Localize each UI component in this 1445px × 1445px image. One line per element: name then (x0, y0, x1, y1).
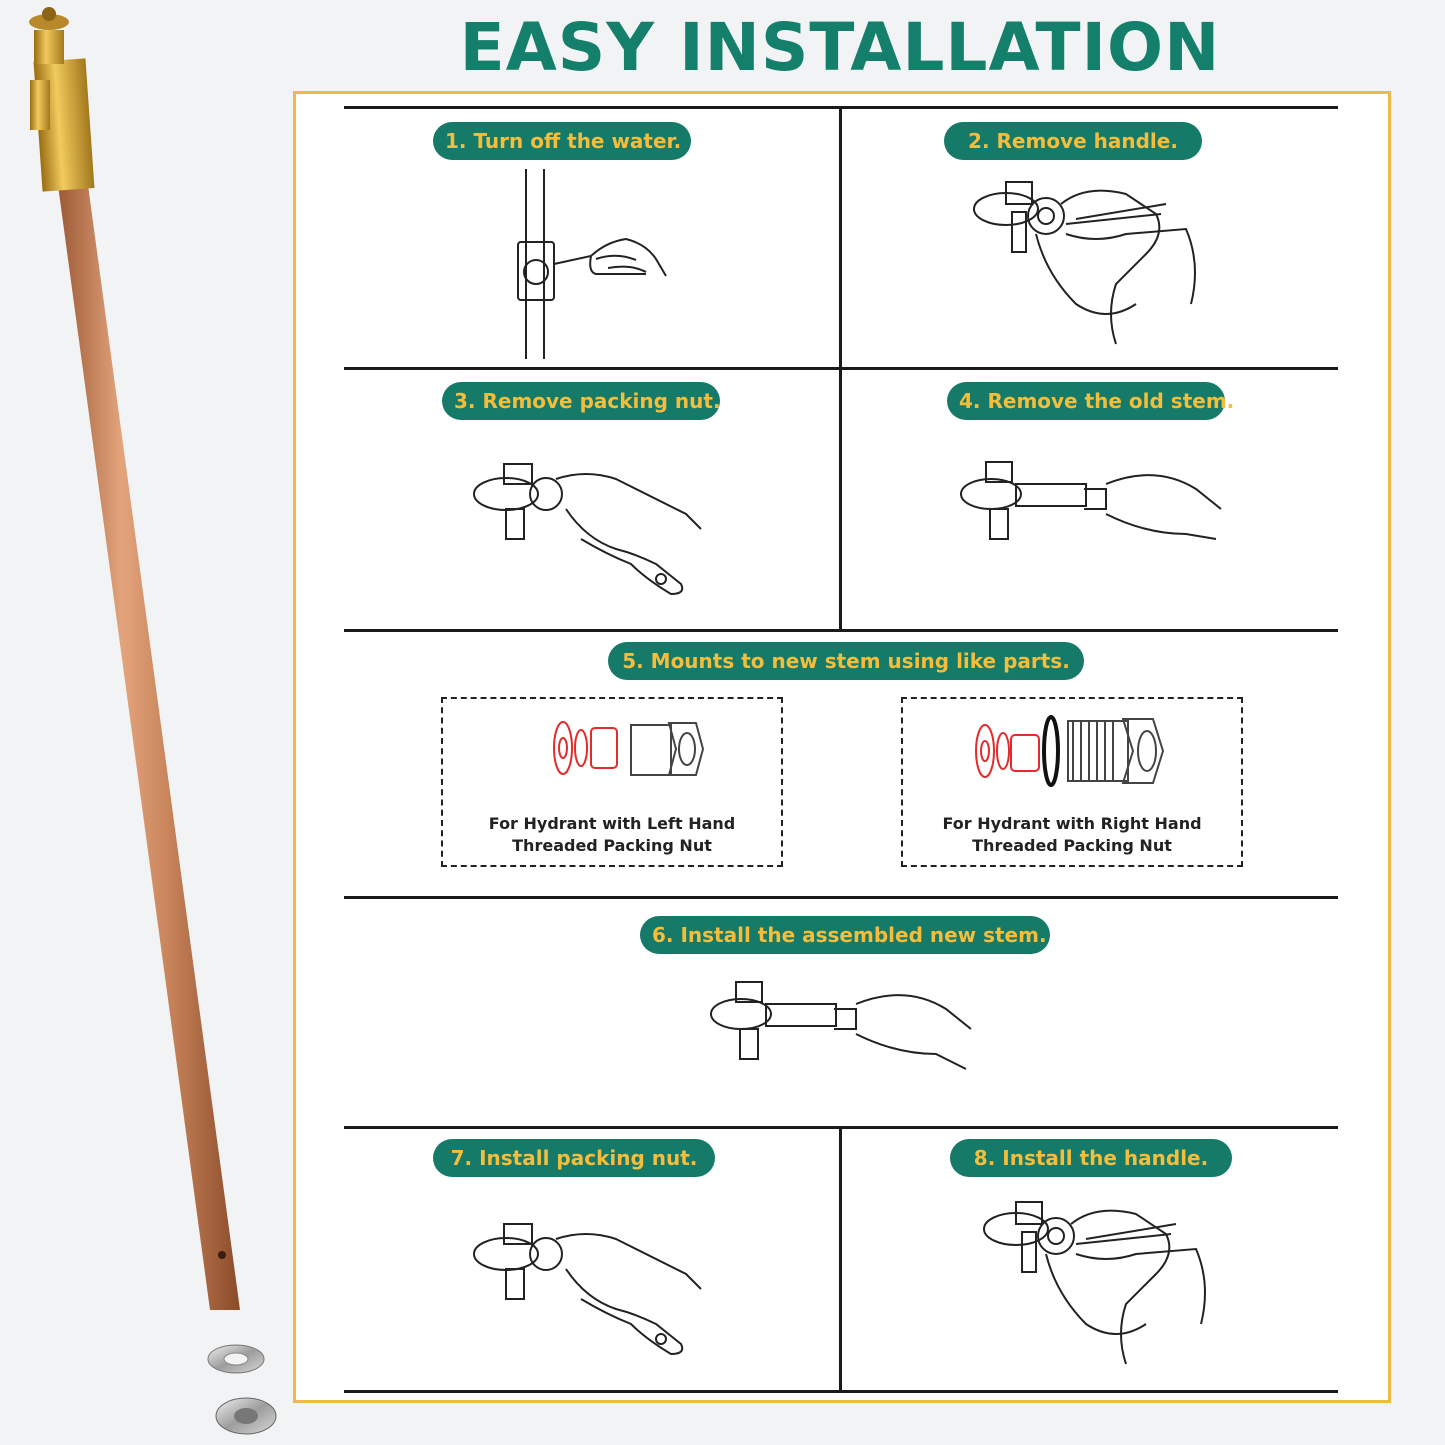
remove-handle-illustration (966, 174, 1206, 354)
install-new-stem-illustration (706, 974, 986, 1094)
step-1-label: 1. Turn off the water. (433, 122, 691, 160)
step-8-label: 8. Install the handle. (950, 1139, 1232, 1177)
page-title: EASY INSTALLATION (459, 9, 1221, 86)
step-7-label: 7. Install packing nut. (433, 1139, 715, 1177)
step-6-label: 6. Install the assembled new stem. (640, 916, 1050, 954)
shutoff-valve-illustration (496, 164, 686, 364)
left-hand-parts-box (441, 697, 783, 867)
right-hand-parts-box (901, 697, 1243, 867)
install-packing-nut-illustration (466, 1214, 706, 1364)
divider (839, 1126, 842, 1392)
step-3-label: 3. Remove packing nut. (442, 382, 720, 420)
left-hand-caption-line1: For Hydrant with Left Hand (488, 814, 736, 833)
divider (839, 106, 842, 630)
left-hand-caption-line2: Threaded Packing Nut (512, 836, 712, 855)
hydrant-stem-product-image (0, 0, 300, 1445)
right-hand-parts-icon (973, 713, 1183, 793)
step-5-label: 5. Mounts to new stem using like parts. (608, 642, 1084, 680)
instructions-panel (293, 91, 1391, 1403)
install-handle-illustration (976, 1194, 1216, 1374)
step-4-label: 4. Remove the old stem. (947, 382, 1225, 420)
right-hand-caption-line1: For Hydrant with Right Hand (942, 814, 1202, 833)
left-hand-parts-icon (551, 713, 711, 783)
remove-packing-nut-illustration (466, 454, 706, 604)
step-2-label: 2. Remove handle. (944, 122, 1202, 160)
divider (344, 896, 1338, 899)
remove-old-stem-illustration (956, 454, 1226, 574)
right-hand-caption-line2: Threaded Packing Nut (972, 836, 1172, 855)
